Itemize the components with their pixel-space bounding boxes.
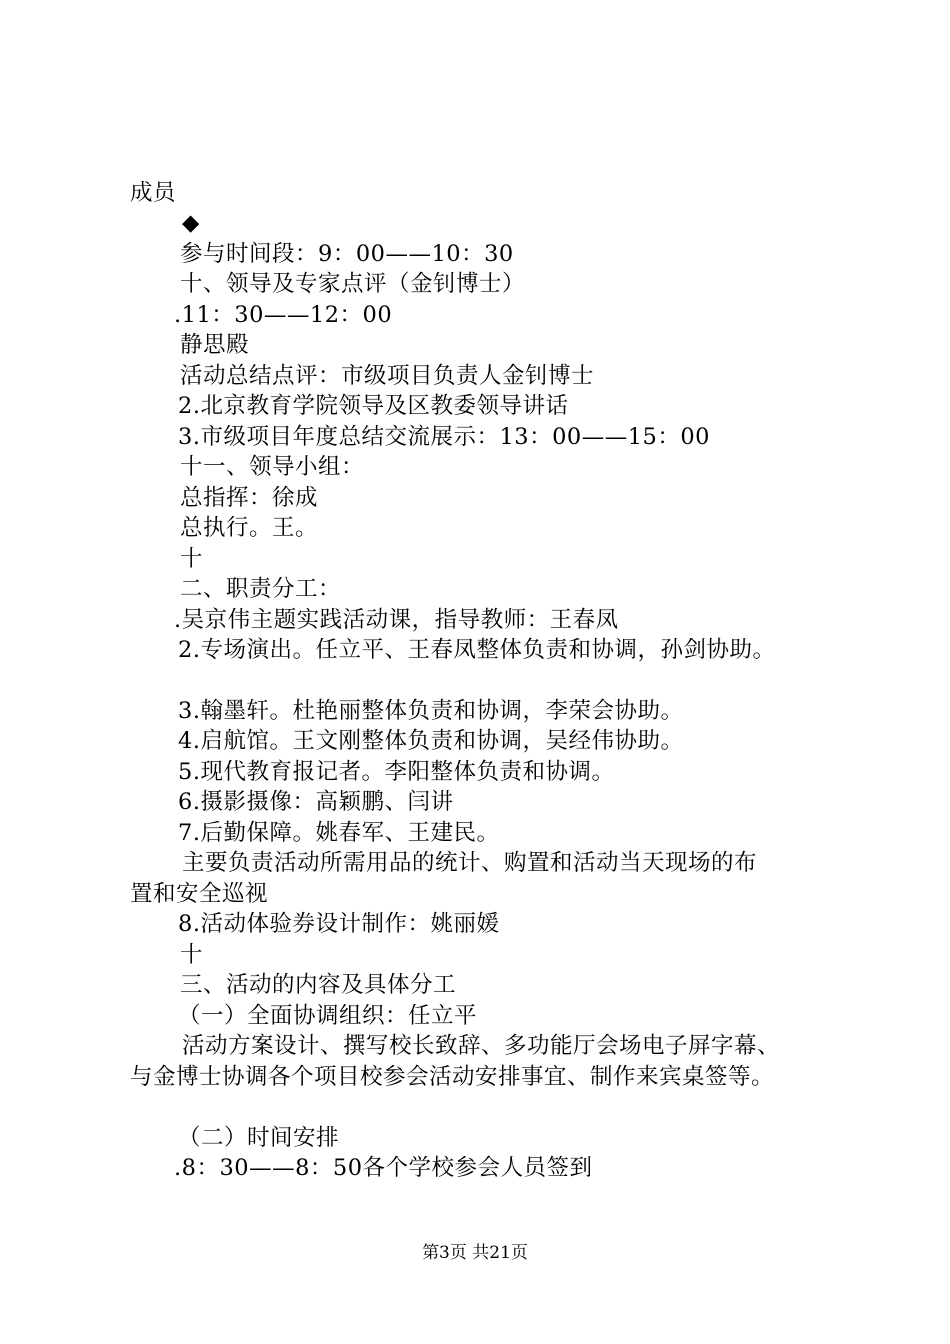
text-line: 7.后勤保障。姚春军、王建民。 [178, 820, 500, 846]
text-line: 总执行。王。 [180, 515, 319, 541]
text-line: 2.北京教育学院领导及区教委领导讲话 [178, 393, 569, 419]
text-line: 置和安全巡视 [130, 881, 269, 907]
section-heading: 二、职责分工： [180, 576, 342, 602]
section-heading: 十一、领导小组： [180, 454, 365, 480]
subsection-heading: （一）全面协调组织：任立平 [178, 1003, 478, 1029]
page-number-footer: 第3页 共21页 [422, 1243, 528, 1263]
text-line: 总指挥：徐成 [180, 485, 319, 511]
text-line: 活动方案设计、撰写校长致辞、多功能厅会场电子屏字幕、 [182, 1033, 781, 1059]
text-line: 活动总结点评：市级项目负责人金钊博士 [180, 363, 595, 389]
text-line: 4.启航馆。王文刚整体负责和协调，吴经伟协助。 [178, 728, 684, 754]
text-line: 成员 [130, 180, 177, 206]
subsection-heading: （二）时间安排 [178, 1125, 340, 1151]
text-line: 6.摄影摄像：高颖鹏、闫讲 [178, 789, 454, 815]
text-line: 参与时间段：9：00——10：30 [180, 241, 514, 267]
text-line: 静思殿 [180, 332, 250, 358]
text-line: .11：30——12：00 [174, 302, 393, 328]
text-line: 与金博士协调各个项目校参会活动安排事宜、制作来宾桌签等。 [130, 1064, 775, 1090]
text-line: .8：30——8：50各个学校参会人员签到 [174, 1155, 593, 1181]
text-line: .吴京伟主题实践活动课，指导教师：王春凤 [174, 607, 619, 633]
diamond-bullet-icon: ◆ [182, 210, 200, 236]
text-line: 8.活动体验券设计制作：姚丽媛 [178, 911, 500, 937]
text-line: 主要负责活动所需用品的统计、购置和活动当天现场的布 [182, 850, 758, 876]
section-heading: 十 [180, 546, 204, 572]
section-heading: 十、领导及专家点评（金钊博士） [180, 271, 526, 297]
text-line: 3.翰墨轩。杜艳丽整体负责和协调，李荣会协助。 [178, 698, 684, 724]
text-line: 2.专场演出。任立平、王春凤整体负责和协调，孙剑协助。 [178, 637, 776, 663]
section-heading: 三、活动的内容及具体分工 [180, 972, 457, 998]
text-line: 5.现代教育报记者。李阳整体负责和协调。 [178, 759, 615, 785]
section-heading: 十 [180, 942, 204, 968]
text-line: 3.市级项目年度总结交流展示：13：00——15：00 [178, 424, 710, 450]
